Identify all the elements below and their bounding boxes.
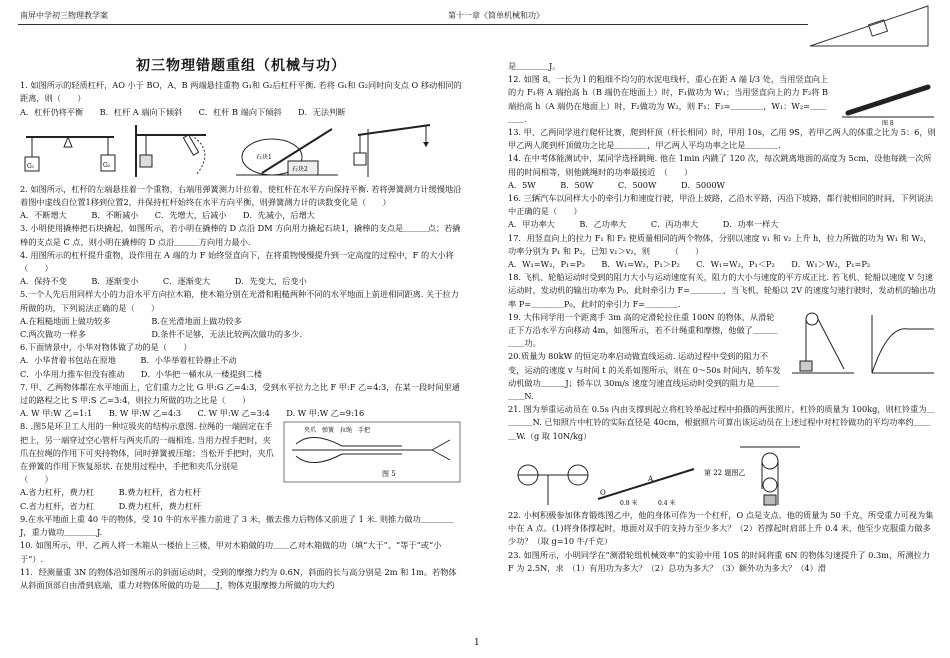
q4-text: 4. 用图所示的杠杆提升重物，设作用在 A 端的力 F 始终竖直向下，在将重物慢慢提升到一定高度的过程中，F 的大小将 （ ）	[20, 249, 544, 274]
q4-options: A．保持不变 B．逐渐变小 C．逐渐变大 D．先变大，后变小	[20, 276, 307, 287]
q11-text: 11．经测量重 3N 的物体沿如图所示的斜面运动时，受到的摩擦力约为 0.6N，斜面的长与高分别是 2m 和 1m。若物体从斜面顶部自由滑到底端，重力对物体所做的功是＿＿J，物体克服摩擦力所做的功大约	[20, 566, 457, 590]
q11-continued: 是＿＿＿＿J。	[508, 61, 561, 71]
q10-text: 10. 如图所示，甲、乙两人将一木箱从一楼抬上三楼，甲对木箱做的功＿＿乙对木箱做的功（填“大于”、“等于”或“小于”）.	[20, 540, 442, 564]
q12-text: 12. 如图 8，一长为 l 的粗细不均匀的水泥电线杆，重心在距 A 端 l/3 处，当用竖直向上的力 F₁将 A 端抬高 h（B 端仍在地面上）时，F₁做功为 W₁；当用竖直向上的力 F₂将 B 端抬高 h（A 端仍在地面上）时，F₂做功为 W₂，则 F₁：F₂=＿＿＿＿，W₁：W₂=＿＿＿＿.	[508, 74, 829, 124]
q5-option-ab: A.在粗糙地面上做功较多 B.在光滑地面上做功较多	[20, 315, 242, 326]
q14-text: 14. 在中考体能测试中，某同学选择跳绳. 他在 1min 内跳了 120 次，每次跳离地面的高度为 5cm，设他每跳一次所用的时间相等，则他跳绳时的功率最接近 （ ）	[508, 153, 932, 177]
header-chapter: 第十一章《简单机械和功》	[448, 11, 544, 20]
q14-options: A．5W B．50W C．500W D．5000W	[508, 179, 725, 190]
q1-options: A．杠杆仍将平衡 B．杠杆 A 端向下倾斜 C．杠杆 B 端向下倾斜 D．无法判断	[20, 106, 346, 117]
point-o-label: O	[600, 488, 606, 497]
q12-block	[508, 73, 938, 126]
q7-options: A. W 甲:W 乙=1:1 B. W 甲:W 乙=4:3 C. W 甲:W 乙=3:4 D. W 甲:W 乙=9:16	[20, 408, 365, 419]
q18-text: 18. 飞机、轮船运动时受到的阻力大小与运动速度有关，阻力的大小与速度的平方成正比. 若飞机、轮船以速度 V 匀速运动时，发动机的输出功率为 P₀，此时牵引力 F=＿＿＿＿，当飞机、轮船以 2V 的速度匀速行驶时，发动机的输出功率 P=＿＿＿＿P₀，此时的牵引力 F=＿＿＿＿.	[508, 272, 936, 309]
q8-text: 8. .图5是环卫工人用的一种垃圾夹的结构示意图. 拉绳的一端固定在手把上，另一端穿过空心管杆与两夹爪的一端相连. 当用力捏手把时，夹爪在拉绳的作用下可夹持物体，同时弹簧被压缩；当松开手把时，夹爪在弹簧的作用下恢复原状. 在使用过程中，手把和夹爪分别是 （ ）	[20, 421, 274, 485]
q2-options: A．不断增大 B．不断减小 C．先增大，后减小 D．先减小，后增大	[20, 210, 315, 221]
q6-option-cd: C．小华用力推车但没有推动 D．小华把一桶水从一楼提到二楼	[20, 368, 263, 379]
q5-text: 5.一个人先后用同样大小的力沿水平方向拉木箱，使木箱分别在光滑和粗糙两种不同的水平地面上前进相同距离. 关于拉力所做的功，下列说法正确的是（ ）	[20, 289, 459, 313]
incline-logo-icon	[810, 2, 930, 48]
q17-options: A．W₁=W₂，P₁=P₂ B．W₁=W₂，P₁＞P₂ C．W₁=W₂，P₁＜P₂ D．W₁＞W₂，P₁=P₂	[508, 259, 871, 270]
q17-text: 17．用竖直向上的拉力 F₁ 和 F₂ 使质量相同的两个物体，分别以速度 v₁ 和 v₂ 上升 h，拉力所做的功为 W₁ 和 W₂，功率分别为 P₁ 和 P₂，已知 v₁＞v₂，则 （ ）	[508, 232, 932, 256]
q3-text: 3. 小明使用撬棒把石块撬起，如图所示，若小明在撬棒的 D 点沿 DM 方向用力撬起石块1，撬棒的支点是＿＿＿点；若撬棒的支点是 C 点，则小明在撬棒的 D 点沿＿＿＿方向用力最小.	[20, 223, 461, 247]
fig5-parts: 夹爪 弹簧 拉绳 手把	[304, 427, 371, 435]
pulley-and-graph-figure	[788, 311, 938, 381]
q20-text: 20.质量为 80kW 的恒定功率启动做直线运动. 运动过程中受到的阻力不变，运动的速度 v 与时间 t 的关系如图所示，则在 0～50s 时间内，轿车发动机做功＿＿＿J；轿车以 30m/s 速度匀速直线运动时受到的阻力是＿＿＿＿＿N.	[508, 351, 781, 402]
q1-q4-figures	[20, 121, 462, 181]
stone1-label: 石块1	[256, 153, 272, 161]
point-a-label: A	[648, 474, 654, 483]
q1-text: 1. 如图所示的轻质杠杆，AO 小于 BO，A、B 两端悬挂重物 G₁和 G₂后杠杆平衡. 若将 G₁和 G₂同时向支点 O 移动相同的距离，则（ ）	[20, 80, 462, 104]
q21-q22-figures	[508, 445, 938, 507]
q16-options: A．甲功率大 B．乙功率大 C．丙功率大 D．功率一样大	[508, 219, 779, 230]
q8-block	[20, 420, 462, 486]
length-2: 0.4 米	[658, 499, 676, 507]
stone2-label: 石块2	[292, 165, 308, 173]
length-1: 0.8 米	[620, 499, 638, 507]
lever-figure	[20, 121, 120, 179]
g2-label: G₂	[103, 161, 111, 169]
q8-option-cd: C.省力杠杆，省力杠 D.费力杠杆，费力杠杆	[20, 500, 202, 511]
q7-text: 7. 甲、乙两物体都在水平地面上，它们重力之比 G 甲:G 乙=4:3，受到水平拉力之比 F 甲:F 乙=4:3，在某一段时间里通过的路程之比 S 甲:S 乙=3:4，则拉力所做的功之比是（ ）	[20, 381, 460, 406]
garbage-clamp-figure	[282, 420, 462, 484]
fig22-label: 第 22 题图乙	[704, 468, 746, 477]
q19-q20-block	[508, 311, 938, 403]
crowbar-figure	[232, 121, 342, 179]
q9-text: 9.在水平地面上重 40 牛的物体，受 10 牛的水平推力前进了 3 米，撤去推力后物体又前进了 1 米. 则推力做功＿＿＿＿J，重力做功＿＿＿＿J.	[20, 513, 454, 538]
q21-text: 21. 图为举重运动员在 0.5s 内由支撑到起立将杠铃举起过程中拍摄的两张照片，杠铃的质量为 100kg，则杠铃重为＿＿＿＿N. 已知照片中杠铃的实际直径是 40cm，根据照片可算出该运动员在上述过程中对杠铃做功的平均功率约＿＿＿W.（g 取 10N/kg）	[508, 404, 935, 441]
q8-option-ab: A.省力杠杆，费力杠 B.费力杠杆，省力杠杆	[20, 487, 201, 498]
right-column	[508, 60, 938, 575]
fig5-label: 图 5	[382, 470, 396, 479]
q6-text: 6.下面情景中，小华对物体做了功的是（ ）	[20, 342, 192, 353]
fig8-label: 图 8	[882, 120, 894, 128]
page-title: 初三物理错题重组（机械与功）	[136, 58, 346, 74]
pole-figure	[838, 73, 938, 128]
header-school: 南屏中学初三物理教学案	[20, 11, 108, 20]
fig22-caption	[704, 445, 746, 507]
left-column	[20, 58, 544, 592]
q6-option-ab: A．小华背着书包站在原地 B．小华举着杠铃静止不动	[20, 355, 237, 366]
pulley-block-figure	[740, 445, 800, 507]
q23-text: 23. 如图所示，小明同学在“测滑轮组机械效率”的实验中用 10S 的时间将重 6N 的物体匀速提升了 0.3m，所测拉力 F 为 2.5N，求 （1）有用功为多大？（2）总功为多大？（3）额外功为多大？（4）滑	[508, 549, 930, 573]
spring-scale-figure	[126, 121, 226, 179]
header-rule	[18, 24, 808, 25]
q2-text: 2. 如图所示，杠杆的左端悬挂着一个重物，右端用弹簧测力计拉着，使杠杆在水平方向保持平衡. 若将弹簧测力计缓慢地沿着图中虚线自位置1移到位置2，并保持杠杆始终在水平方向平衡，则弹簧测力计的读数变化是（ ）	[20, 183, 462, 208]
weightlifter-figure	[508, 445, 698, 507]
page-number: 1	[474, 638, 480, 648]
q16-text: 16. 三辆汽车以同样大小的牵引力和速度行驶，甲沿上坡路，乙沿水平路，丙沿下坡路，都行驶相同的时间，下列说法中正确的是（ ）	[508, 193, 933, 217]
lift-lever-figure	[348, 121, 438, 179]
page-header	[0, 0, 950, 34]
q22-text: 22. 小柯积极参加体育锻炼图乙中，他的身体可作为一个杠杆，O 点是支点。他的质量为 50 千克，所受重力可视为集中在 A 点。(1)将身体撑起时，地面对双手的支持力至少多大？（2）若撑起时肩部上升 0.4 米，他至少克服重力做多少功？（取 g=10 牛/千克）	[508, 509, 934, 547]
q5-option-cd: C.两次做功一样多 D.条件不足够，无法比较两次做功的多少.	[20, 329, 303, 340]
q13-text: 13. 甲、乙两同学进行爬杆比赛，爬到杆顶（杆长相同）时，甲用 10s，乙用 9S，若甲乙两人的体重之比为 5：6，则甲乙两人爬到杆顶做功之比是＿＿＿＿，甲乙两人平均功率之比是＿＿＿＿.	[508, 127, 936, 151]
g1-label: G₁	[27, 162, 35, 170]
q19-text: 19. 大伟同学用一个距离手 3m 高的定滑轮拉住重 100N 的物体，从滑轮正下方沿水平方向移动 4m，如图所示，若不计绳重和摩擦，他做了＿＿＿＿＿功。	[508, 311, 778, 349]
